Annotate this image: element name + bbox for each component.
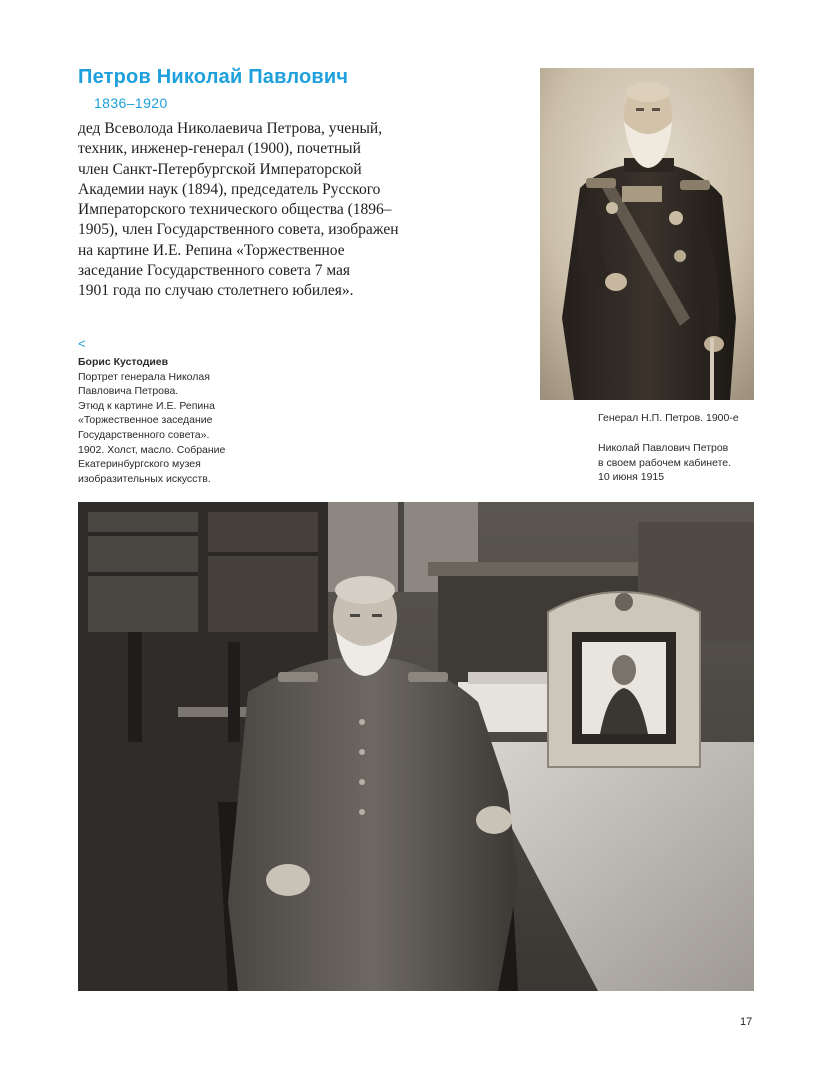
bio-line: 1905), член Государственного совета, изображен [78,221,399,239]
caption-author: Борис Кустодиев [78,356,169,368]
biography-text [78,119,423,302]
caption-line: Государственного совета». [78,428,210,441]
cabinet-photo [78,502,754,991]
bio-line: член Санкт-Петербургской Императорской [78,160,362,178]
caption-line: 10 июня 1915 [598,471,665,484]
caption-line: Этюд к картине И.Е. Репина [78,399,215,412]
interior-photo-icon [78,502,754,991]
left-arrow-icon: < [78,336,86,351]
bio-line: заседание Государственного совета 7 мая [78,262,351,280]
bio-line: Академии наук (1894), председатель Русского [78,180,381,198]
caption-line: Портрет генерала Николая [78,370,210,383]
bio-line: дед Всеволода Николаевича Петрова, ученый, [78,120,383,137]
general-portrait-photo [540,68,754,400]
bio-line: Императорского технического общества (1896– [78,201,392,219]
page-number: 17 [740,1016,753,1028]
caption-line: «Торжественное заседание [78,414,213,427]
cabinet-photo-caption [598,441,731,485]
life-years: 1836–1920 [94,95,168,111]
painting-caption [78,355,225,486]
bio-line: на картине И.Е. Репина «Торжественное [78,241,345,259]
bio-line: техник, инженер-генерал (1900), почетный [78,140,361,158]
caption-line: в своем рабочем кабинете. [598,456,732,469]
caption-line: Павловича Петрова. [78,385,179,398]
bio-line: 1901 года по случаю столетнего юбилея». [78,282,354,300]
portrait-photo-icon [540,68,754,400]
caption-line: 1902. Холст, масло. Собрание [78,443,226,456]
page-title: Петров Николай Павлович [78,66,349,88]
caption-line: Екатеринбургского музея [78,458,201,471]
general-photo-caption: Генерал Н.П. Петров. 1900-е [598,412,739,424]
caption-line: Николай Павлович Петров [598,442,729,454]
caption-line: изобразительных искусств. [78,472,211,485]
